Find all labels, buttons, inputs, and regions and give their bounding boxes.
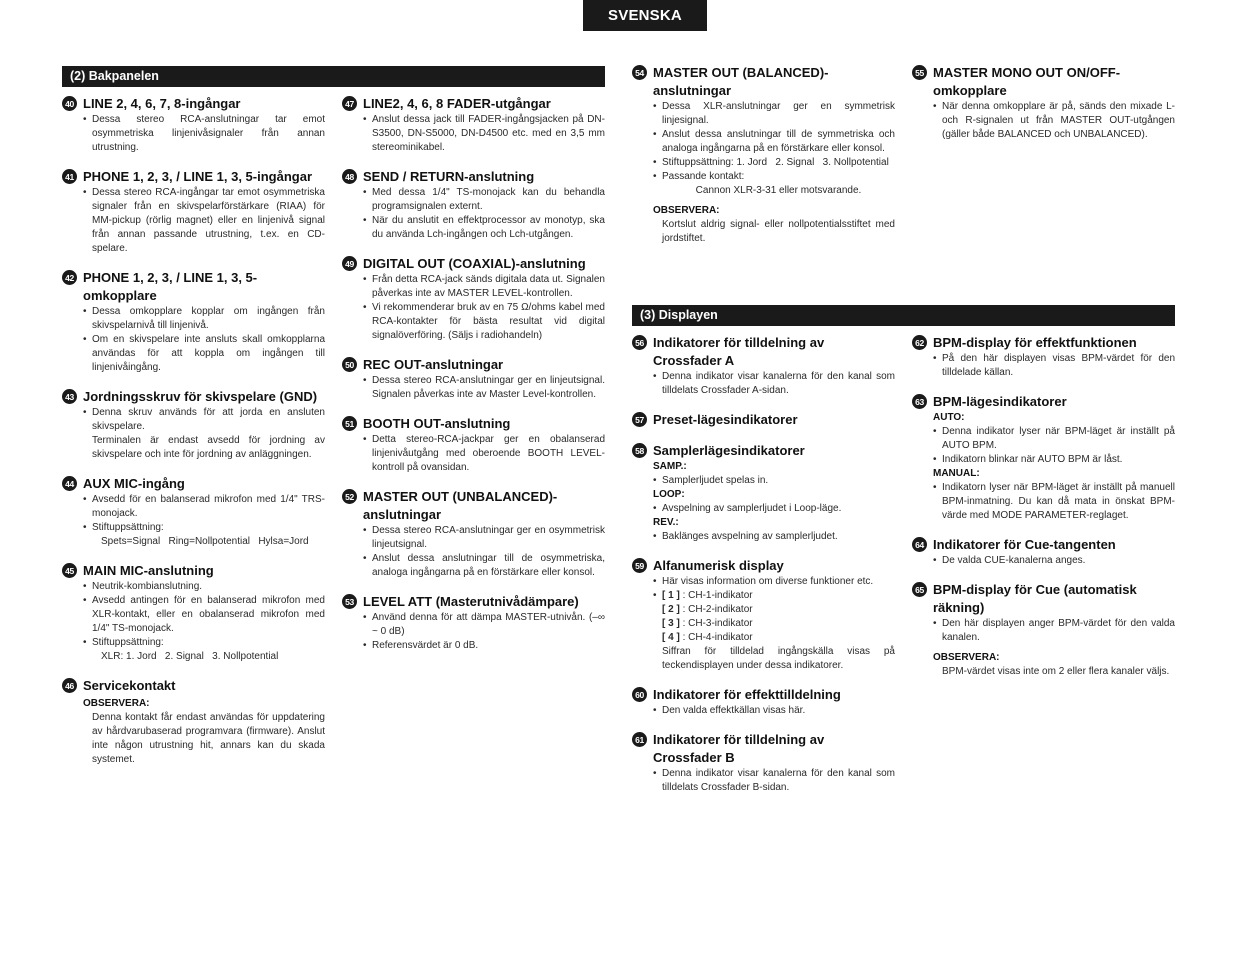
column-4 (912, 64, 1175, 155)
item-42 (62, 269, 325, 375)
number-badge-icon: 51 (342, 416, 357, 431)
item-title: SEND / RETURN-anslutning (363, 169, 535, 184)
bullet-text: • På den här displayen visas BPM-värdet för den tilldelade källan. (933, 352, 1175, 380)
item-59 (632, 557, 895, 673)
bullet-text: • När du anslutit en effektprocessor av monotyp, ska du använda Lch-ingången och Lch-utgången. (363, 214, 605, 242)
bullet-text: • Använd denna för att dämpa MASTER-utnivån. (–∞ ~ 0 dB) (363, 611, 605, 639)
pin-assignment: XLR: 1. Jord 2. Signal 3. Nollpotential (101, 651, 279, 662)
item-45 (62, 562, 325, 664)
column-1 (62, 66, 325, 780)
number-badge-icon: 48 (342, 169, 357, 184)
number-badge-icon: 42 (62, 270, 77, 285)
bullet-text: • Stiftuppsättning: (83, 521, 325, 535)
number-badge-icon: 57 (632, 412, 647, 427)
indicator-tag: [ 2 ] (662, 604, 680, 615)
item-63 (912, 393, 1175, 523)
indicator-desc: : CH-1-indikator (682, 590, 753, 601)
indicator-desc: : CH-2-indikator (682, 604, 753, 615)
continuation-text: Terminalen är endast avsedd för jordning av skivspelare och inte för jordning av anläggningen. (92, 435, 325, 460)
indicator-row (653, 603, 895, 617)
bullet-text: • Den här displayen anger BPM-värdet för den valda kanalen. (933, 617, 1175, 645)
bullet-text: • Avsedd antingen för en balanserad mikrofon med XLR-kontakt, eller en obalanserad mikrofon med 1/4" TS-monojack. (83, 594, 325, 636)
item-title: Indikatorer för tilldelning av Crossfader B (653, 732, 825, 765)
bullet-text: • Vi rekommenderar bruk av en 75 Ω/ohms kabel med RCA-kontakter för bästa resultat vid digital signalöverföring. (Säljs i radiohandeln) (363, 301, 605, 343)
bullet-text: • Från detta RCA-jack sänds digitala data ut. Signalen påverkas inte av MASTER LEVEL-kontrollen. (363, 273, 605, 301)
pin-assignment: Spets=Signal Ring=Nollpotential Hylsa=Jord (101, 536, 309, 547)
indicator-tag: [ 1 ] (662, 590, 680, 601)
bullet-text: • Indikatorn lyser när BPM-läget är inställt på manuell BPM-inmatning. Du kan då mata in önskat BPM-värde med MODE PARAMETER-reglaget. (933, 481, 1175, 523)
bullet-text: • Samplerljudet spelas in. (653, 474, 895, 488)
item-57 (632, 411, 895, 429)
number-badge-icon: 55 (912, 65, 927, 80)
sub-label: AUTO: (933, 412, 965, 423)
item-48 (342, 168, 605, 242)
bullet-text: • Avspelning av samplerljudet i Loop-läge. (653, 502, 895, 516)
sub-label: SAMP.: (653, 461, 687, 472)
number-badge-icon: 63 (912, 394, 927, 409)
bullet-text: • Neutrik-kombianslutning. (83, 580, 325, 594)
item-title: LEVEL ATT (Masterutnivådämpare) (363, 594, 579, 609)
item-58 (632, 442, 895, 544)
sub-label: MANUAL: (933, 468, 980, 479)
bullet-text: • Baklänges avspelning av samplerljudet. (653, 530, 895, 544)
bullet-text: • Indikatorn blinkar när AUTO BPM är låst. (933, 453, 1175, 467)
indicator-row (653, 589, 895, 603)
bullet-text: • Denna skruv används för att jorda en ansluten skivspelare. (83, 406, 325, 434)
note-heading: OBSERVERA: (933, 652, 1000, 663)
number-badge-icon: 41 (62, 169, 77, 184)
item-53 (342, 593, 605, 653)
number-badge-icon: 53 (342, 594, 357, 609)
number-badge-icon: 54 (632, 65, 647, 80)
item-title: Samplerlägesindikatorer (653, 443, 805, 458)
item-title: LINE 2, 4, 6, 7, 8-ingångar (83, 96, 241, 111)
item-49 (342, 255, 605, 343)
continuation-text: Siffran för tilldelad ingångskälla visas på teckendisplayen under dessa indikatorer. (662, 646, 895, 671)
bullet-text: • Stiftuppsättning: 1. Jord 2. Signal 3. Nollpotential (653, 156, 895, 170)
column-2 (342, 95, 605, 666)
section-title-displayen: (3) Displayen (632, 305, 1175, 326)
item-title: LINE2, 4, 6, 8 FADER-utgångar (363, 96, 551, 111)
item-title: PHONE 1, 2, 3, / LINE 1, 3, 5-ingångar (83, 169, 313, 184)
indicator-row (653, 617, 895, 631)
indicator-row (653, 631, 895, 645)
item-47 (342, 95, 605, 155)
number-badge-icon: 44 (62, 476, 77, 491)
item-title: Servicekontakt (83, 678, 176, 693)
column-3 (632, 64, 895, 259)
language-tab: SVENSKA (583, 0, 707, 31)
item-52 (342, 488, 605, 580)
bullet-text: • Med dessa 1/4" TS-monojack kan du behandla programsignalen externt. (363, 186, 605, 214)
connector-type: Cannon XLR-3-31 eller motsvarande. (695, 185, 862, 196)
number-badge-icon: 60 (632, 687, 647, 702)
bullet-text: • Anslut dessa anslutningar till de osymmetriska, analoga ingångarna på en förstärkare eller konsol. (363, 552, 605, 580)
item-title: Preset-lägesindikatorer (653, 412, 798, 427)
note-heading: OBSERVERA: (83, 698, 150, 709)
item-title: MASTER MONO OUT ON/OFF-omkopplare (933, 65, 1121, 98)
item-title: MASTER OUT (UNBALANCED)-anslutningar (363, 489, 558, 522)
item-title: MASTER OUT (BALANCED)-anslutningar (653, 65, 829, 98)
indicator-desc: : CH-4-indikator (682, 632, 753, 643)
item-50 (342, 356, 605, 402)
item-title: BPM-display för Cue (automatisk räkning) (933, 582, 1137, 615)
item-44 (62, 475, 325, 549)
bullet-text: • Detta stereo-RCA-jackpar ger en obalanserad linjenivåutgång med oberoende BOOTH LEVEL-kontroll på ovansidan. (363, 433, 605, 475)
indicator-tag: [ 3 ] (662, 618, 680, 629)
item-title: Indikatorer för tilldelning av Crossfader A (653, 335, 825, 368)
item-61 (632, 731, 895, 795)
item-title: Jordningsskruv för skivspelare (GND) (83, 389, 318, 404)
bullet-text: • Dessa stereo RCA-ingångar tar emot osymmetriska signaler från en skivspelarförstärkare (RIAA) för MM-pickup (rörlig magnet) eller en linjenivå signal från annan passande utrustning, t.ex. en CD-spelare. (83, 186, 325, 256)
column-3-displayen (632, 305, 895, 808)
item-46 (62, 677, 325, 767)
bullet-text: • Avsedd för en balanserad mikrofon med 1/4" TRS-monojack. (83, 493, 325, 521)
item-title: PHONE 1, 2, 3, / LINE 1, 3, 5-omkopplare (83, 270, 258, 303)
bullet-text: • När denna omkopplare är på, sänds den mixade L- och R-signalen ut från MASTER OUT-utgången (gäller både BALANCED och UNBALANCED). (933, 100, 1175, 142)
item-40 (62, 95, 325, 155)
item-title: Indikatorer för effekttilldelning (653, 687, 841, 702)
number-badge-icon: 50 (342, 357, 357, 372)
sub-label: LOOP: (653, 489, 685, 500)
bullet-text: • Denna indikator visar kanalerna för den kanal som tilldelats Crossfader A-sidan. (653, 370, 895, 398)
item-54 (632, 64, 895, 246)
item-title: Alfanumerisk display (653, 558, 784, 573)
note-text: BPM-värdet visas inte om 2 eller flera kanaler väljs. (942, 666, 1170, 677)
item-title: Indikatorer för Cue-tangenten (933, 537, 1116, 552)
bullet-text: • Den valda effektkällan visas här. (653, 704, 895, 718)
bullet-text: • Anslut dessa anslutningar till de symmetriska och analoga ingångarna på en förstärkare eller konsol. (653, 128, 895, 156)
number-badge-icon: 43 (62, 389, 77, 404)
bullet-text: • De valda CUE-kanalerna anges. (933, 554, 1175, 568)
number-badge-icon: 40 (62, 96, 77, 111)
number-badge-icon: 46 (62, 678, 77, 693)
bullet-text: • Dessa stereo RCA-anslutningar ger en linjeutsignal. Signalen påverkas inte av Master Level-kontrollen. (363, 374, 605, 402)
item-55 (912, 64, 1175, 142)
item-43 (62, 388, 325, 462)
item-65 (912, 581, 1175, 679)
section-title-bakpanelen: (2) Bakpanelen (62, 66, 605, 87)
bullet-text: • Anslut dessa jack till FADER-ingångsjacken på DN-S3500, DN-S5000, DN-D4500 etc. med en 3,5 mm stereominikabel. (363, 113, 605, 155)
number-badge-icon: 61 (632, 732, 647, 747)
item-62 (912, 334, 1175, 380)
bullet-text: • Denna indikator lyser när BPM-läget är inställt på AUTO BPM. (933, 425, 1175, 453)
column-4-displayen (912, 334, 1175, 692)
bullet-text: • Stiftuppsättning: (83, 636, 325, 650)
item-title: BOOTH OUT-anslutning (363, 416, 511, 431)
item-41 (62, 168, 325, 256)
bullet-text: • Referensvärdet är 0 dB. (363, 639, 605, 653)
bullet-text: • Passande kontakt: (653, 170, 895, 184)
number-badge-icon: 47 (342, 96, 357, 111)
bullet-text: • Om en skivspelare inte ansluts skall omkopplarna användas för att koppla om ingången till linjenivåingång. (83, 333, 325, 375)
note-heading: OBSERVERA: (653, 205, 720, 216)
item-title: DIGITAL OUT (COAXIAL)-anslutning (363, 256, 586, 271)
number-badge-icon: 64 (912, 537, 927, 552)
item-title: REC OUT-anslutningar (363, 357, 504, 372)
number-badge-icon: 52 (342, 489, 357, 504)
item-title: BPM-display för effektfunktionen (933, 335, 1137, 350)
number-badge-icon: 59 (632, 558, 647, 573)
sub-label: REV.: (653, 517, 679, 528)
bullet-text: • Dessa XLR-anslutningar ger en symmetrisk linjesignal. (653, 100, 895, 128)
number-badge-icon: 65 (912, 582, 927, 597)
item-56 (632, 334, 895, 398)
note-text: Kortslut aldrig signal- eller nollpotentialsstiftet med jordstiftet. (662, 219, 895, 244)
number-badge-icon: 56 (632, 335, 647, 350)
number-badge-icon: 49 (342, 256, 357, 271)
number-badge-icon: 62 (912, 335, 927, 350)
item-60 (632, 686, 895, 718)
item-title: BPM-lägesindikatorer (933, 394, 1067, 409)
indicator-desc: : CH-3-indikator (682, 618, 753, 629)
bullet-text: • Här visas information om diverse funktioner etc. (653, 575, 895, 589)
bullet-text: • Denna indikator visar kanalerna för den kanal som tilldelats Crossfader B-sidan. (653, 767, 895, 795)
item-title: AUX MIC-ingång (83, 476, 185, 491)
bullet-text: • Dessa omkopplare kopplar om ingången från skivspelarnivå till linjenivå. (83, 305, 325, 333)
item-title: MAIN MIC-anslutning (83, 563, 214, 578)
number-badge-icon: 58 (632, 443, 647, 458)
item-51 (342, 415, 605, 475)
note-text: Denna kontakt får endast användas för uppdatering av hårdvarubaserad programvara (firmware). Anslut inte någon utrustning hit, annars kan du skada systemet. (92, 712, 325, 765)
indicator-tag: [ 4 ] (662, 632, 680, 643)
bullet-text: • Dessa stereo RCA-anslutningar tar emot osymmetriska linjenivåsignaler från annan utrustning. (83, 113, 325, 155)
number-badge-icon: 45 (62, 563, 77, 578)
item-64 (912, 536, 1175, 568)
bullet-text: • Dessa stereo RCA-anslutningar ger en osymmetrisk linjeutsignal. (363, 524, 605, 552)
